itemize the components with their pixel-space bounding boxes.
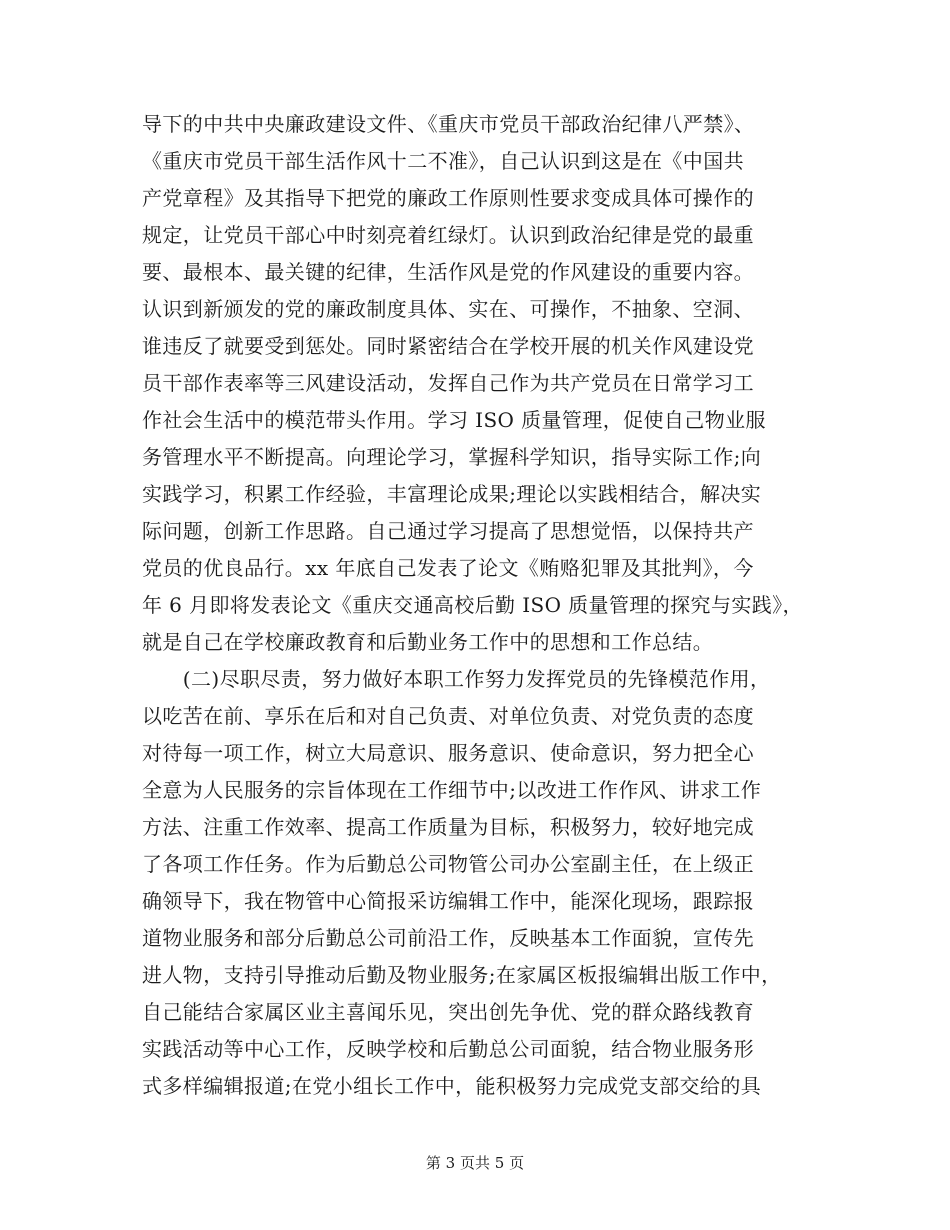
text-line: 要、最根本、最关键的纪律，生活作风是党的作风建设的重要内容。: [142, 260, 754, 284]
text-line: 道物业服务和部分后勤总公司前沿工作，反映基本工作面貌，宣传先: [142, 926, 754, 950]
text-line: 党员的优良品行。xx 年底自己发表了论文《贿赂犯罪及其批判》，今: [142, 556, 754, 580]
text-line: 实践学习，积累工作经验，丰富理论成果;理论以实践相结合，解决实: [142, 482, 762, 506]
text-line: 谁违反了就要受到惩处。同时紧密结合在学校开展的机关作风建设党: [142, 334, 754, 358]
text-line: 年 6 月即将发表论文《重庆交通高校后勤 ISO 质量管理的探究与实践》，: [142, 593, 803, 617]
text-line: 确领导下，我在物管中心简报采访编辑工作中，能深化现场，跟踪报: [142, 889, 754, 913]
text-line: 式多样编辑报道;在党小组长工作中，能积极努力完成党支部交给的具: [142, 1074, 762, 1098]
text-line: 际问题，创新工作思路。自己通过学习提高了思想觉悟，以保持共产: [142, 519, 754, 543]
text-line: 作社会生活中的模范带头作用。学习 ISO 质量管理，促使自己物业服: [142, 408, 766, 432]
text-line: 员干部作表率等三风建设活动，发挥自己作为共产党员在日常学习工: [142, 371, 754, 395]
text-line: 产党章程》及其指导下把党的廉政工作原则性要求变成具体可操作的: [142, 186, 754, 210]
text-line: 了各项工作任务。作为后勤总公司物管公司办公室副主任，在上级正: [142, 852, 754, 876]
text-line: 实践活动等中心工作，反映学校和后勤总公司面貌，结合物业服务形: [142, 1037, 754, 1061]
text-line: 方法、注重工作效率、提高工作质量为目标，积极努力，较好地完成: [142, 815, 754, 839]
text-line: 以吃苦在前、享乐在后和对自己负责、对单位负责、对党负责的态度: [142, 704, 754, 728]
text-line: 《重庆市党员干部生活作风十二不准》，自己认识到这是在《中国共: [142, 149, 744, 173]
paragraph-start-line: (二)尽职尽责，努力做好本职工作努力发挥党员的先锋模范作用，: [142, 667, 771, 691]
text-line: 导下的中共中央廉政建设文件、《重庆市党员干部政治纪律八严禁》、: [142, 112, 755, 136]
text-line: 就是自己在学校廉政教育和后勤业务工作中的思想和工作总结。: [142, 630, 714, 654]
text-line: 自己能结合家属区业主喜闻乐见，突出创先争优、党的群众路线教育: [142, 1000, 754, 1024]
text-line: 规定，让党员干部心中时刻亮着红绿灯。认识到政治纪律是党的最重: [142, 223, 754, 247]
text-line: 对待每一项工作，树立大局意识、服务意识、使命意识，努力把全心: [142, 741, 754, 765]
text-line: 进人物，支持引导推动后勤及物业服务;在家属区板报编辑出版工作中，: [142, 963, 782, 987]
page-footer: 第 3 页共 5 页: [425, 1154, 525, 1172]
text-line: 全意为人民服务的宗旨体现在工作细节中;以改进工作作风、讲求工作: [142, 778, 762, 802]
text-line: 务管理水平不断提高。向理论学习，掌握科学知识，指导实际工作;向: [142, 445, 762, 469]
text-line: 认识到新颁发的党的廉政制度具体、实在、可操作，不抽象、空洞、: [142, 297, 754, 321]
body-text: [142, 106, 822, 1105]
